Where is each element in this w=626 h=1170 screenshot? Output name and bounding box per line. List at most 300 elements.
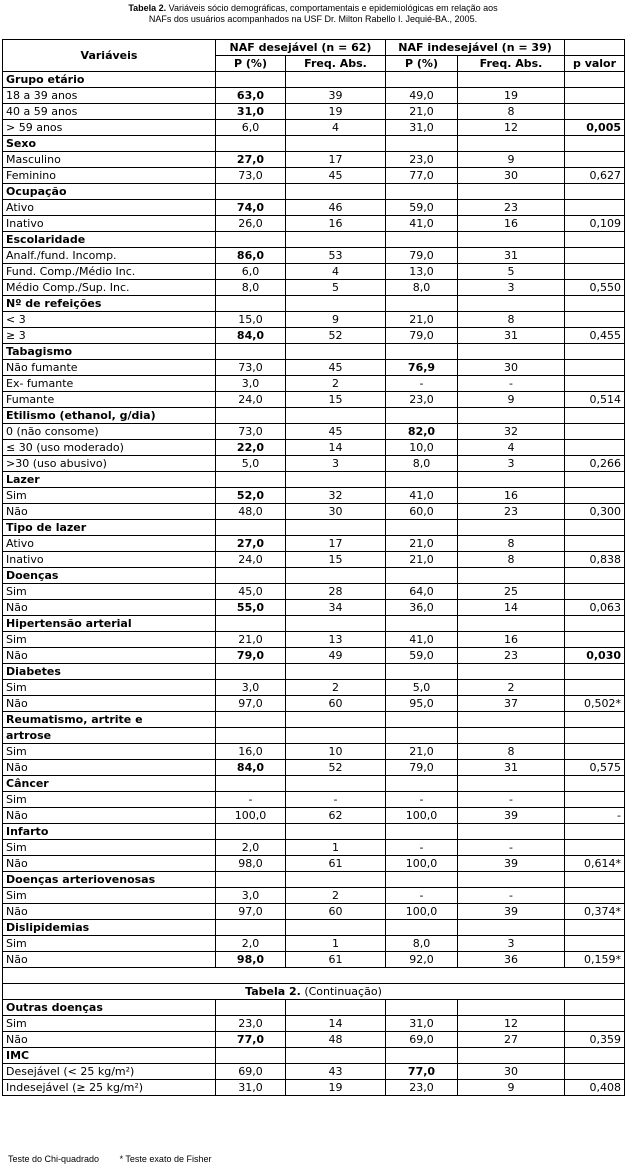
continuation-row [3, 983, 625, 999]
p-valor: 0,300 [565, 504, 625, 520]
p-valor: 0,030 [565, 648, 625, 664]
table-row [3, 264, 625, 280]
category-label: Diabetes [3, 664, 216, 680]
row-label: 0 (não consome) [3, 424, 216, 440]
row-label: Ativo [3, 536, 216, 552]
empty-cell [458, 824, 565, 840]
empty-cell [458, 136, 565, 152]
p-pct-indesejavel: - [386, 792, 458, 808]
table-row [3, 168, 625, 184]
freq-desejavel: 9 [286, 312, 386, 328]
table-row [3, 376, 625, 392]
row-label: 40 a 59 anos [3, 104, 216, 120]
freq-indesejavel: 30 [458, 1063, 565, 1079]
empty-cell [286, 712, 386, 728]
caption-line2: NAFs dos usuários acompanhados na USF Dr. Milton Rabello I. Jequié-BA., 2005. [148, 14, 478, 24]
freq-indesejavel: 16 [458, 632, 565, 648]
p-valor [565, 936, 625, 952]
category-label: Outras doenças [3, 999, 216, 1015]
category-label: Etilismo (ethanol, g/dia) [3, 408, 216, 424]
p-pct-indesejavel: 23,0 [386, 152, 458, 168]
p-pct-indesejavel: 49,0 [386, 88, 458, 104]
freq-desejavel: 10 [286, 744, 386, 760]
header-naf-desejavel: NAF desejável (n = 62) [216, 40, 386, 56]
freq-indesejavel: 23 [458, 200, 565, 216]
empty-cell [565, 728, 625, 744]
table-row [3, 936, 625, 952]
row-label: Masculino [3, 152, 216, 168]
category-label: artrose [3, 728, 216, 744]
p-pct-desejavel: 22,0 [216, 440, 286, 456]
p-pct-desejavel: 45,0 [216, 584, 286, 600]
p-pct-desejavel: 3,0 [216, 376, 286, 392]
empty-cell [458, 296, 565, 312]
freq-desejavel: 34 [286, 600, 386, 616]
empty-cell [286, 296, 386, 312]
blank-cell [3, 968, 625, 984]
freq-indesejavel: 14 [458, 600, 565, 616]
freq-desejavel: 43 [286, 1063, 386, 1079]
empty-cell [386, 296, 458, 312]
freq-desejavel: 39 [286, 88, 386, 104]
p-pct-indesejavel: 8,0 [386, 936, 458, 952]
p-valor: 0,550 [565, 280, 625, 296]
p-pct-indesejavel: 79,0 [386, 248, 458, 264]
row-label: Não [3, 1031, 216, 1047]
p-valor [565, 488, 625, 504]
table-row [3, 280, 625, 296]
empty-cell [216, 728, 286, 744]
p-valor: 0,514 [565, 392, 625, 408]
p-valor [565, 1063, 625, 1079]
category-row [3, 472, 625, 488]
p-pct-indesejavel: - [386, 840, 458, 856]
empty-cell [216, 999, 286, 1015]
p-pct-desejavel: 55,0 [216, 600, 286, 616]
freq-indesejavel: - [458, 888, 565, 904]
p-pct-indesejavel: 92,0 [386, 952, 458, 968]
p-valor: 0,627 [565, 168, 625, 184]
p-pct-indesejavel: 100,0 [386, 904, 458, 920]
freq-indesejavel: 30 [458, 360, 565, 376]
table-row [3, 1063, 625, 1079]
freq-indesejavel: 8 [458, 104, 565, 120]
footnote-fisher: * Teste exato de Fisher [119, 1154, 212, 1164]
row-label: Sim [3, 632, 216, 648]
p-pct-desejavel: 5,0 [216, 456, 286, 472]
empty-cell [458, 344, 565, 360]
row-label: Sim [3, 680, 216, 696]
freq-desejavel: 52 [286, 760, 386, 776]
empty-cell [565, 872, 625, 888]
row-label: Sim [3, 936, 216, 952]
empty-cell [565, 408, 625, 424]
empty-cell [565, 920, 625, 936]
p-pct-desejavel: 24,0 [216, 552, 286, 568]
p-pct-desejavel: 100,0 [216, 808, 286, 824]
freq-indesejavel: 25 [458, 584, 565, 600]
p-pct-indesejavel: 5,0 [386, 680, 458, 696]
row-label: Desejável (< 25 kg/m²) [3, 1063, 216, 1079]
category-row [3, 568, 625, 584]
freq-indesejavel: 8 [458, 312, 565, 328]
p-pct-desejavel: 52,0 [216, 488, 286, 504]
empty-cell [286, 408, 386, 424]
empty-cell [286, 776, 386, 792]
p-pct-indesejavel: 77,0 [386, 168, 458, 184]
freq-indesejavel: 16 [458, 216, 565, 232]
p-pct-desejavel: 79,0 [216, 648, 286, 664]
p-pct-indesejavel: 23,0 [386, 392, 458, 408]
p-pct-indesejavel: 8,0 [386, 456, 458, 472]
p-valor: 0,159* [565, 952, 625, 968]
row-label: Não [3, 808, 216, 824]
empty-cell [216, 344, 286, 360]
p-valor [565, 312, 625, 328]
p-pct-indesejavel: 77,0 [386, 1063, 458, 1079]
table-row [3, 808, 625, 824]
category-label: Reumatismo, artrite e [3, 712, 216, 728]
table-row [3, 504, 625, 520]
p-pct-desejavel: 16,0 [216, 744, 286, 760]
empty-cell [458, 520, 565, 536]
empty-cell [565, 296, 625, 312]
row-label: Sim [3, 1015, 216, 1031]
p-pct-desejavel: 69,0 [216, 1063, 286, 1079]
header-naf-indesejavel: NAF indesejável (n = 39) [386, 40, 565, 56]
empty-cell [565, 568, 625, 584]
empty-cell [216, 136, 286, 152]
row-label: > 59 anos [3, 120, 216, 136]
p-pct-indesejavel: 64,0 [386, 584, 458, 600]
empty-cell [216, 824, 286, 840]
p-pct-desejavel: 77,0 [216, 1031, 286, 1047]
p-pct-desejavel: 2,0 [216, 840, 286, 856]
row-label: Inativo [3, 552, 216, 568]
p-valor [565, 632, 625, 648]
p-valor: 0,838 [565, 552, 625, 568]
category-row [3, 136, 625, 152]
empty-cell [386, 520, 458, 536]
table-row [3, 632, 625, 648]
table-row [3, 440, 625, 456]
p-valor [565, 1015, 625, 1031]
p-valor: 0,374* [565, 904, 625, 920]
table-row [3, 904, 625, 920]
freq-desejavel: 2 [286, 888, 386, 904]
p-pct-desejavel: - [216, 792, 286, 808]
table-row [3, 488, 625, 504]
freq-indesejavel: 19 [458, 88, 565, 104]
row-label: Sim [3, 744, 216, 760]
empty-cell [458, 72, 565, 88]
table-row [3, 152, 625, 168]
p-valor: 0,063 [565, 600, 625, 616]
table-row [3, 840, 625, 856]
freq-desejavel: 45 [286, 168, 386, 184]
empty-cell [286, 1047, 386, 1063]
header-empty [565, 40, 625, 56]
freq-indesejavel: 8 [458, 536, 565, 552]
p-pct-desejavel: 31,0 [216, 104, 286, 120]
table-row [3, 312, 625, 328]
p-pct-indesejavel: 41,0 [386, 488, 458, 504]
p-pct-desejavel: 97,0 [216, 696, 286, 712]
freq-indesejavel: 37 [458, 696, 565, 712]
empty-cell [286, 664, 386, 680]
category-row [3, 920, 625, 936]
continuation-text: (Continuação) [300, 984, 382, 998]
empty-cell [386, 728, 458, 744]
freq-desejavel: 60 [286, 904, 386, 920]
row-label: Não [3, 856, 216, 872]
category-label: IMC [3, 1047, 216, 1063]
category-row [3, 520, 625, 536]
freq-indesejavel: 4 [458, 440, 565, 456]
p-pct-desejavel: 73,0 [216, 168, 286, 184]
p-pct-desejavel: 26,0 [216, 216, 286, 232]
freq-indesejavel: - [458, 792, 565, 808]
header-p-pct-2: P (%) [386, 56, 458, 72]
p-pct-desejavel: 21,0 [216, 632, 286, 648]
category-label: Escolaridade [3, 232, 216, 248]
row-label: Fumante [3, 392, 216, 408]
p-pct-indesejavel: 41,0 [386, 216, 458, 232]
empty-cell [565, 72, 625, 88]
table-row [3, 696, 625, 712]
category-row [3, 232, 625, 248]
p-pct-indesejavel: 79,0 [386, 328, 458, 344]
empty-cell [458, 568, 565, 584]
p-pct-indesejavel: 21,0 [386, 552, 458, 568]
freq-indesejavel: 8 [458, 552, 565, 568]
empty-cell [458, 472, 565, 488]
table-body [3, 72, 625, 1096]
freq-indesejavel: 8 [458, 744, 565, 760]
p-valor [565, 376, 625, 392]
row-label: Sim [3, 792, 216, 808]
empty-cell [386, 824, 458, 840]
p-pct-desejavel: 27,0 [216, 536, 286, 552]
p-valor: 0,575 [565, 760, 625, 776]
freq-desejavel: 53 [286, 248, 386, 264]
row-label: >30 (uso abusivo) [3, 456, 216, 472]
category-label: Doenças arteriovenosas [3, 872, 216, 888]
p-pct-desejavel: 98,0 [216, 952, 286, 968]
empty-cell [386, 232, 458, 248]
row-label: Sim [3, 840, 216, 856]
empty-cell [286, 344, 386, 360]
freq-desejavel: 1 [286, 840, 386, 856]
empty-cell [386, 664, 458, 680]
empty-cell [565, 712, 625, 728]
p-pct-indesejavel: 60,0 [386, 504, 458, 520]
freq-desejavel: 61 [286, 856, 386, 872]
freq-indesejavel: 12 [458, 120, 565, 136]
empty-cell [458, 184, 565, 200]
category-label: Lazer [3, 472, 216, 488]
blank-row [3, 968, 625, 984]
freq-desejavel: 28 [286, 584, 386, 600]
empty-cell [216, 872, 286, 888]
table-row [3, 216, 625, 232]
empty-cell [286, 999, 386, 1015]
freq-desejavel: 2 [286, 680, 386, 696]
p-valor [565, 440, 625, 456]
p-valor: - [565, 808, 625, 824]
freq-indesejavel: 23 [458, 504, 565, 520]
category-row [3, 296, 625, 312]
freq-indesejavel: 23 [458, 648, 565, 664]
header-row-1 [3, 40, 625, 56]
p-valor [565, 424, 625, 440]
table-row [3, 952, 625, 968]
row-label: Sim [3, 488, 216, 504]
row-label: 18 a 39 anos [3, 88, 216, 104]
freq-desejavel: 62 [286, 808, 386, 824]
empty-cell [565, 472, 625, 488]
freq-indesejavel: 9 [458, 1079, 565, 1095]
empty-cell [386, 872, 458, 888]
empty-cell [565, 136, 625, 152]
freq-desejavel: 17 [286, 536, 386, 552]
p-valor: 0,005 [565, 120, 625, 136]
empty-cell [458, 1047, 565, 1063]
freq-indesejavel: 3 [458, 936, 565, 952]
table-row [3, 424, 625, 440]
p-pct-indesejavel: 76,9 [386, 360, 458, 376]
p-pct-indesejavel: 79,0 [386, 760, 458, 776]
category-label: Grupo etário [3, 72, 216, 88]
empty-cell [458, 872, 565, 888]
empty-cell [216, 520, 286, 536]
row-label: Não [3, 600, 216, 616]
p-pct-indesejavel: 31,0 [386, 120, 458, 136]
table-row [3, 200, 625, 216]
empty-cell [386, 776, 458, 792]
freq-indesejavel: 12 [458, 1015, 565, 1031]
table-row [3, 584, 625, 600]
p-pct-desejavel: 84,0 [216, 760, 286, 776]
p-pct-desejavel: 24,0 [216, 392, 286, 408]
freq-desejavel: 46 [286, 200, 386, 216]
empty-cell [565, 344, 625, 360]
freq-indesejavel: 31 [458, 760, 565, 776]
p-valor [565, 680, 625, 696]
p-pct-indesejavel: 31,0 [386, 1015, 458, 1031]
empty-cell [458, 712, 565, 728]
table-row [3, 552, 625, 568]
row-label: Analf./fund. Incomp. [3, 248, 216, 264]
row-label: Não [3, 504, 216, 520]
empty-cell [286, 616, 386, 632]
empty-cell [216, 664, 286, 680]
empty-cell [216, 184, 286, 200]
row-label: Ativo [3, 200, 216, 216]
p-valor [565, 104, 625, 120]
freq-indesejavel: 2 [458, 680, 565, 696]
freq-desejavel: 32 [286, 488, 386, 504]
p-pct-indesejavel: 59,0 [386, 200, 458, 216]
table-row [3, 856, 625, 872]
empty-cell [565, 184, 625, 200]
empty-cell [386, 184, 458, 200]
category-label: Ocupação [3, 184, 216, 200]
table-row [3, 104, 625, 120]
p-pct-desejavel: 74,0 [216, 200, 286, 216]
freq-indesejavel: 30 [458, 168, 565, 184]
freq-desejavel: 61 [286, 952, 386, 968]
freq-indesejavel: 31 [458, 328, 565, 344]
table-row [3, 760, 625, 776]
empty-cell [386, 920, 458, 936]
empty-cell [286, 520, 386, 536]
empty-cell [565, 824, 625, 840]
p-pct-desejavel: 98,0 [216, 856, 286, 872]
empty-cell [458, 728, 565, 744]
data-table [2, 39, 625, 1096]
p-pct-indesejavel: 36,0 [386, 600, 458, 616]
empty-cell [458, 408, 565, 424]
table-row [3, 120, 625, 136]
category-label: Tabagismo [3, 344, 216, 360]
row-label: Não [3, 696, 216, 712]
row-label: Ex- fumante [3, 376, 216, 392]
p-pct-desejavel: 63,0 [216, 88, 286, 104]
p-pct-indesejavel: 21,0 [386, 536, 458, 552]
freq-desejavel: 14 [286, 1015, 386, 1031]
freq-desejavel: 2 [286, 376, 386, 392]
p-pct-desejavel: 73,0 [216, 360, 286, 376]
empty-cell [216, 712, 286, 728]
empty-cell [286, 232, 386, 248]
freq-desejavel: - [286, 792, 386, 808]
empty-cell [458, 664, 565, 680]
empty-cell [565, 232, 625, 248]
p-pct-desejavel: 3,0 [216, 888, 286, 904]
p-pct-desejavel: 15,0 [216, 312, 286, 328]
table-row [3, 536, 625, 552]
empty-cell [565, 616, 625, 632]
category-row [3, 616, 625, 632]
table-row [3, 744, 625, 760]
empty-cell [216, 776, 286, 792]
empty-cell [565, 520, 625, 536]
p-pct-indesejavel: 10,0 [386, 440, 458, 456]
category-row [3, 872, 625, 888]
table-footer [8, 1154, 229, 1164]
category-label: Infarto [3, 824, 216, 840]
p-pct-desejavel: 84,0 [216, 328, 286, 344]
p-pct-desejavel: 97,0 [216, 904, 286, 920]
row-label: Não [3, 760, 216, 776]
row-label: Indesejável (≥ 25 kg/m²) [3, 1079, 216, 1095]
p-valor [565, 792, 625, 808]
freq-indesejavel: 9 [458, 392, 565, 408]
row-label: Sim [3, 888, 216, 904]
table-row [3, 600, 625, 616]
empty-cell [286, 472, 386, 488]
p-valor [565, 152, 625, 168]
p-valor [565, 888, 625, 904]
empty-cell [458, 776, 565, 792]
row-label: Médio Comp./Sup. Inc. [3, 280, 216, 296]
empty-cell [386, 999, 458, 1015]
header-freq-1: Freq. Abs. [286, 56, 386, 72]
p-pct-indesejavel: 21,0 [386, 312, 458, 328]
table-row [3, 1079, 625, 1095]
p-pct-indesejavel: 82,0 [386, 424, 458, 440]
